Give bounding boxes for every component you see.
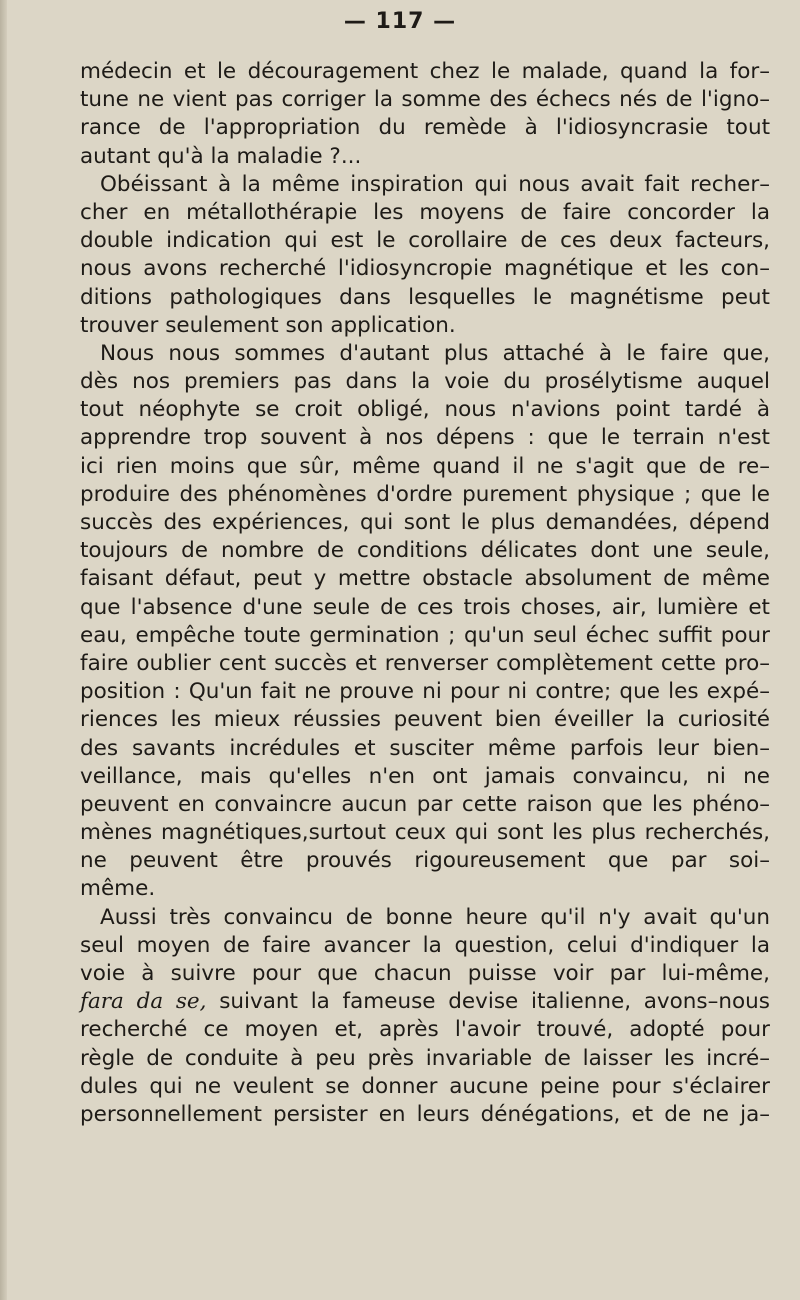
page-number: — 117 — [343, 9, 457, 34]
text-line: Obéissant à la même inspiration qui nous avait fait recher– [100, 171, 770, 197]
text-line: Aussi très convaincu de bonne heure qu'il n'y avait qu'un [100, 904, 770, 930]
text-line: que l'absence d'une seule de ces trois choses, air, lumière et [80, 594, 770, 620]
text-line-rest: suivant la fameuse devise italienne, avons–nous [219, 989, 770, 1015]
text-line: double indication qui est le corollaire de ces deux facteurs, [80, 228, 770, 254]
text-line: dès nos premiers pas dans la voie du prosélytisme auquel [80, 369, 770, 395]
text-line: succès des expériences, qui sont le plus demandées, dépend [80, 510, 770, 535]
text-line: mènes magnétiques,surtout ceux qui sont les plus recherchés, [80, 820, 770, 846]
text-line: faisant défaut, peut y mettre obstacle absolument de même [80, 566, 770, 592]
text-line: rance de l'appropriation du remède à l'idiosyncrasie tout [80, 115, 770, 141]
text-line: des savants incrédules et susciter même parfois leur bien– [80, 735, 770, 761]
text-line: même. [80, 876, 156, 902]
text-line: voie à suivre pour que chacun puisse voir par lui-même, [80, 961, 770, 986]
text-line: recherché ce moyen et, après l'avoir trouvé, adopté pour [80, 1017, 770, 1043]
text-line: veillance, mais qu'elles n'en ont jamais convaincu, ni ne [80, 763, 770, 789]
text-line: seul moyen de faire avancer la question, celui d'indiquer la [80, 932, 770, 958]
text-line: médecin et le découragement chez le malade, quand la for– [80, 59, 770, 84]
text-line: ici rien moins que sûr, même quand il ne s'agit que de re– [80, 453, 770, 479]
italic-motto: fara da se, [80, 989, 207, 1015]
text-line: faire oublier cent succès et renverser complètement cette pro– [80, 650, 770, 676]
text-line: personnellement persister en leurs dénégations, et de ne ja– [80, 1101, 770, 1127]
text-line: apprendre trop souvent à nos dépens : que le terrain n'est [80, 425, 770, 451]
text-line: toujours de nombre de conditions délicates dont une seule, [80, 538, 770, 564]
text-line: règle de conduite à peu près invariable de laisser les incré– [80, 1045, 770, 1071]
page-binding-edge [0, 0, 7, 1300]
text-line: cher en métallothérapie les moyens de faire concorder la [80, 199, 770, 225]
text-line: Nous nous sommes d'autant plus attaché à le faire que, [100, 340, 770, 366]
text-line: dules qui ne veulent se donner aucune peine pour s'éclairer [80, 1073, 770, 1099]
text-line: nous avons recherché l'idiosyncropie magnétique et les con– [80, 256, 770, 282]
text-line: ditions pathologiques dans lesquelles le magnétisme peut [80, 284, 770, 310]
text-line: riences les mieux réussies peuvent bien éveiller la curiosité [80, 707, 770, 733]
body-text [80, 58, 770, 1129]
text-line: autant qu'à la maladie ?... [80, 143, 362, 169]
text-line: ne peuvent être prouvés rigoureusement que par soi– [80, 848, 770, 874]
text-line: peuvent en convaincre aucun par cette raison que les phéno– [80, 791, 770, 817]
text-line: trouver seulement son application. [80, 312, 456, 338]
text-line: tout néophyte se croit obligé, nous n'avions point tardé à [80, 397, 770, 423]
text-line: position : Qu'un fait ne prouve ni pour ni contre; que les expé– [80, 679, 770, 705]
text-line-with-italic [80, 988, 770, 1016]
text-line: eau, empêche toute germination ; qu'un seul échec suffit pour [80, 622, 770, 648]
text-line: produire des phénomènes d'ordre purement physique ; que le [80, 481, 770, 507]
text-line: tune ne vient pas corriger la somme des échecs nés de l'igno– [80, 87, 770, 113]
